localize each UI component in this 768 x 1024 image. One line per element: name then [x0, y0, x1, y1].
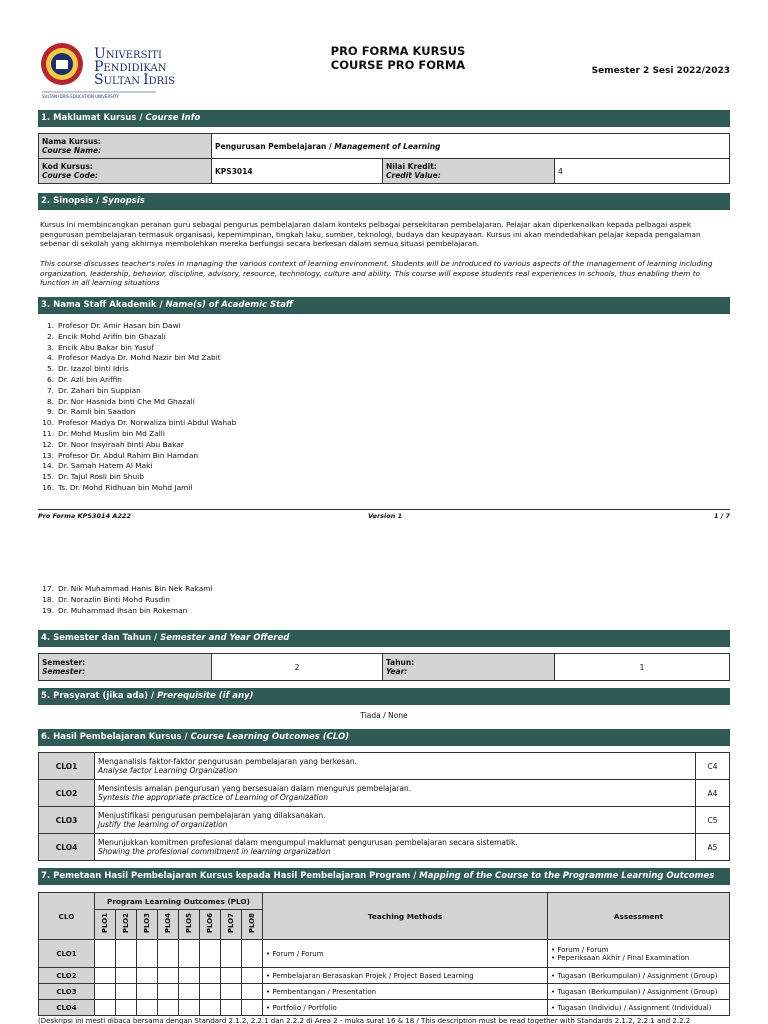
assessment-header: Assessment: [548, 893, 730, 940]
staff-name: Dr. Muhammad Ihsan bin Rokeman: [58, 605, 188, 615]
section-semester-year: 4. Semester dan Tahun / Semester and Year Offered: [38, 630, 730, 647]
plo-column-header: [137, 910, 158, 940]
clo-taxonomy-level: A5: [696, 834, 730, 861]
teaching-method: • Portfolio / Portfolio: [263, 1000, 548, 1016]
staff-name: Dr. Norazlin Binti Mohd Rusdin: [58, 594, 170, 604]
mapping-note: (Deskripsi ini mesti dibaca bersama dengan Standard 2.1.2, 2.2.1 dan 2.2.2 di Area 2 - muka surat 16 & 18 / This description must be read together with Standards 2.1.2, 2.2.1 and 2.2.2: [38, 1017, 691, 1024]
plo-cell: [200, 968, 221, 984]
section-prerequisite: 5. Prasyarat (jika ada) / Prerequisite (if any): [38, 688, 730, 705]
plo-label: PLO1: [101, 913, 109, 934]
staff-name: Profesor Dr. Abdul Rahim Bin Hamdan: [58, 450, 199, 460]
staff-name: Ts. Dr. Mohd Ridhuan bin Mohd Jamil: [58, 482, 193, 492]
plo-column-header: [179, 910, 200, 940]
title-line-en: COURSE PRO FORMA: [330, 58, 466, 72]
course-code-label: Kod Kursus: Course Code:: [39, 159, 212, 184]
staff-name: Dr. Izazol binti Idris: [58, 364, 129, 374]
staff-name: Profesor Madya Dr. Mohd Nazir bin Md Zabit: [58, 353, 221, 363]
mapping-clo: CLO2: [39, 968, 95, 984]
staff-item: [38, 584, 213, 595]
plo-cell: [116, 968, 137, 984]
mapping-clo: CLO4: [39, 1000, 95, 1016]
year-value: 1: [555, 654, 730, 681]
section-academic-staff: 3. Nama Staff Akademik / Name(s) of Academic Staff: [38, 297, 730, 314]
staff-number: 16.: [42, 482, 54, 492]
staff-number: 6.: [46, 374, 54, 384]
plo-cell: [200, 984, 221, 1000]
plo-cell: [137, 1000, 158, 1016]
plo-cell: [200, 1000, 221, 1016]
staff-item: [38, 407, 236, 418]
staff-number: 13.: [42, 450, 54, 460]
plo-cell: [221, 968, 242, 984]
plo-group-header: Program Learning Outcomes (PLO): [95, 893, 263, 910]
staff-number: 7.: [46, 385, 54, 395]
clo-taxonomy-level: A4: [696, 780, 730, 807]
semester-label: Semester: Semester:: [39, 654, 212, 681]
plo-cell: [137, 968, 158, 984]
mapping-clo: CLO1: [39, 940, 95, 968]
footer-page-number: 1 / 7: [714, 512, 730, 520]
staff-name: Dr. Nor Hasnida binti Che Md Ghazali: [58, 396, 195, 406]
footer-version: Version 1: [368, 512, 403, 520]
staff-item: [38, 386, 236, 397]
plo-column-header: [95, 910, 116, 940]
university-logo: [38, 40, 198, 102]
clo-code: CLO4: [39, 834, 95, 861]
plo-cell: [242, 1000, 263, 1016]
staff-number: 5.: [46, 364, 54, 374]
staff-number: 2.: [46, 331, 54, 341]
section-clo: 6. Hasil Pembelajaran Kursus / Course Learning Outcomes (CLO): [38, 729, 730, 746]
staff-number: 19.: [42, 605, 54, 615]
staff-item: [38, 418, 236, 429]
staff-number: 15.: [42, 472, 54, 482]
staff-item: [38, 595, 213, 606]
clo-row: [39, 753, 730, 780]
synopsis-en: This course discusses teacher's roles in managing the various context of learning environment. Students will be introduced to various aspects of the management of learning including organization, leadership, behavior, discipline, advisory, resource, technology, culture and ability. This course will expose students real experiences in schools, thus enabling them to function in all learning situations: [40, 259, 713, 288]
course-name-value: Pengurusan Pembelajaran / Management of Learning: [212, 134, 730, 159]
staff-number: 3.: [46, 342, 54, 352]
clo-taxonomy-level: C5: [696, 807, 730, 834]
staff-name: Dr. Samah Hatem Al Maki: [58, 461, 153, 471]
staff-number: 8.: [46, 396, 54, 406]
plo-cell: [242, 968, 263, 984]
teaching-method: • Pembentangan / Presentation: [263, 984, 548, 1000]
svg-text:UNIVERSITI: UNIVERSITI: [94, 46, 162, 62]
staff-name: Dr. Azli bin Ariffin: [58, 374, 122, 384]
clo-description: Menjustifikasi pengurusan pembelajaran yang dilaksanakan. Justify the learning of organization: [95, 807, 696, 834]
plo-column-header: [158, 910, 179, 940]
mapping-header-row: [39, 893, 730, 910]
plo-label: PLO7: [227, 913, 235, 934]
staff-name: Encik Mohd Arifin bin Ghazali: [58, 331, 166, 341]
staff-name: Encik Abu Bakar bin Yusuf: [58, 342, 154, 352]
section-plo-mapping: 7. Pemetaan Hasil Pembelajaran Kursus kepada Hasil Pembelajaran Program / Mapping of the Course to the Programme Learning Outcomes: [38, 868, 730, 885]
credit-value-label: Nilai Kredit: Credit Value:: [383, 159, 555, 184]
semester-value: 2: [212, 654, 383, 681]
plo-label: PLO6: [206, 913, 214, 934]
svg-text:SULTAN IDRIS: SULTAN IDRIS: [94, 72, 176, 88]
course-name-label: Nama Kursus: Course Name:: [39, 134, 212, 159]
plo-cell: [137, 984, 158, 1000]
plo-column-header: [221, 910, 242, 940]
plo-mapping-table: [38, 892, 730, 1016]
prerequisite-value: Tiada / None: [360, 711, 408, 720]
staff-item: [38, 375, 236, 386]
svg-text:SULTAN IDRIS EDUCATION UNIVERS: SULTAN IDRIS EDUCATION UNIVERSITY: [42, 94, 119, 99]
plo-cell: [242, 984, 263, 1000]
semester-year-table: [38, 653, 730, 681]
staff-number: 10.: [42, 418, 54, 428]
mapping-clo: CLO3: [39, 984, 95, 1000]
plo-column-header: [242, 910, 263, 940]
page-title: [238, 44, 558, 72]
plo-cell: [179, 940, 200, 968]
plo-label: PLO8: [248, 913, 256, 934]
plo-cell: [137, 940, 158, 968]
clo-table: [38, 752, 730, 861]
mapping-row: [39, 984, 730, 1000]
staff-number: 1.: [46, 321, 54, 330]
footer-doc-id: Pro Forma KPS3014 A222: [38, 512, 131, 520]
plo-cell: [179, 968, 200, 984]
plo-cell: [116, 984, 137, 1000]
plo-label: PLO2: [122, 913, 130, 934]
staff-name: Dr. Nik Muhammad Hanis Bin Nek Rakami: [58, 584, 213, 593]
staff-name: Profesor Dr. Amir Hasan bin Dawi: [58, 321, 181, 330]
staff-item: [38, 321, 236, 332]
semester-session: Semester 2 Sesi 2022/2023: [591, 66, 730, 76]
staff-name: Dr. Zahari bin Suppian: [58, 385, 141, 395]
plo-cell: [95, 940, 116, 968]
staff-item: [38, 451, 236, 462]
plo-cell: [221, 940, 242, 968]
plo-cell: [158, 968, 179, 984]
plo-label: PLO3: [143, 913, 151, 934]
teaching-method: • Forum / Forum: [263, 940, 548, 968]
staff-list: [38, 321, 236, 494]
plo-label: PLO4: [164, 913, 172, 934]
staff-number: 4.: [46, 353, 54, 363]
synopsis-ms: Kursus ini membincangkan peranan guru sebagai pengurus pembelajaran dalam konteks pelbagai persekitaran pembelajaran. Pelajar akan diperkenalkan kepada pelbagai aspek pengurusan pembelajaran termasuk organisasi, kepemimpinan, tingkah laku, sumber, teknologi, budaya dan keupayaan. Kursus ini akan mendedahkan pelajar kepada pengalaman sebenar di sekolah yang akhirnya membolehkan mereka berfungsi secara berkesan dalam semua situasi pembelajaran.: [40, 220, 701, 249]
clo-code: CLO2: [39, 780, 95, 807]
staff-item: [38, 483, 236, 494]
plo-cell: [179, 984, 200, 1000]
staff-number: 12.: [42, 439, 54, 449]
staff-item: [38, 332, 236, 343]
plo-cell: [200, 940, 221, 968]
staff-item: [38, 472, 236, 483]
staff-number: 18.: [42, 594, 54, 604]
staff-number: 14.: [42, 461, 54, 471]
page-header: [38, 40, 730, 102]
svg-text:PENDIDIKAN: PENDIDIKAN: [94, 59, 167, 75]
clo-description: Menganalisis faktor-faktor pengurusan pembelajaran yang berkesan. Analyse factor Learning Organization: [95, 753, 696, 780]
plo-cell: [221, 984, 242, 1000]
clo-description: Mensintesis amalan pengurusan yang bersesuaian dalam mengurus pembelajaran. Syntesis the appropriate practice of Learning of Organization: [95, 780, 696, 807]
clo-description: Menunjukkan komitmen profesional dalam mengumpul maklumat pengurusan pembelajaran secara sistematik. Showing the profesional commitment in learning organization: [95, 834, 696, 861]
plo-cell: [242, 940, 263, 968]
staff-item: [38, 343, 236, 354]
staff-item: [38, 397, 236, 408]
teaching-methods-header: Teaching Methods: [263, 893, 548, 940]
staff-item: [38, 364, 236, 375]
clo-code: CLO1: [39, 753, 95, 780]
clo-row: [39, 834, 730, 861]
plo-cell: [95, 968, 116, 984]
clo-taxonomy-level: C4: [696, 753, 730, 780]
staff-item: [38, 461, 236, 472]
plo-cell: [158, 940, 179, 968]
clo-column-header: CLO: [39, 893, 95, 940]
staff-name: Dr. Noor Insyiraah binti Abu Bakar: [58, 439, 184, 449]
assessment: • Tugasan (Berkumpulan) / Assignment (Group): [548, 968, 730, 984]
staff-number: 9.: [46, 407, 54, 417]
mapping-row: [39, 940, 730, 968]
course-info-table: [38, 133, 730, 184]
clo-code: CLO3: [39, 807, 95, 834]
mapping-row: [39, 1000, 730, 1016]
plo-column-header: [116, 910, 137, 940]
staff-item: [38, 606, 213, 617]
plo-cell: [116, 940, 137, 968]
clo-row: [39, 780, 730, 807]
staff-name: Dr. Mohd Muslim bin Md Zalli: [58, 428, 165, 438]
staff-number: 11.: [42, 428, 54, 438]
staff-name: Dr. Ramli bin Saadon: [58, 407, 136, 417]
page-footer: [38, 509, 730, 521]
assessment: • Forum / Forum • Peperiksaan Akhir / Final Examination: [548, 940, 730, 968]
staff-number: 17.: [42, 584, 54, 593]
year-label: Tahun: Year:: [383, 654, 555, 681]
plo-column-header: [200, 910, 221, 940]
staff-name: Dr. Tajul Rosli bin Shuib: [58, 472, 144, 482]
plo-cell: [95, 1000, 116, 1016]
credit-value: 4: [555, 159, 730, 184]
plo-cell: [95, 984, 116, 1000]
clo-row: [39, 807, 730, 834]
plo-cell: [179, 1000, 200, 1016]
title-line-ms: PRO FORMA KURSUS: [330, 44, 466, 58]
plo-label: PLO5: [185, 913, 193, 934]
section-synopsis: 2. Sinopsis / Synopsis: [38, 193, 730, 210]
staff-name: Profesor Madya Dr. Norwaliza binti Abdul Wahab: [58, 418, 237, 428]
section-title-en: Course Info: [145, 113, 201, 123]
mapping-row: [39, 968, 730, 984]
assessment: • Tugasan (Berkumpulan) / Assignment (Group): [548, 984, 730, 1000]
assessment: • Tugasan (Individu) / Assignment (Individual): [548, 1000, 730, 1016]
plo-cell: [158, 1000, 179, 1016]
section-course-info: [38, 110, 730, 127]
staff-list-continued: [38, 584, 213, 616]
staff-item: [38, 353, 236, 364]
staff-item: [38, 429, 236, 440]
staff-item: [38, 440, 236, 451]
plo-cell: [158, 984, 179, 1000]
course-code-value: KPS3014: [212, 159, 383, 184]
teaching-method: • Pembelajaran Berasaskan Projek / Project Based Learning: [263, 968, 548, 984]
section-title-ms: 1. Maklumat Kursus /: [41, 113, 146, 123]
plo-cell: [116, 1000, 137, 1016]
plo-cell: [221, 1000, 242, 1016]
